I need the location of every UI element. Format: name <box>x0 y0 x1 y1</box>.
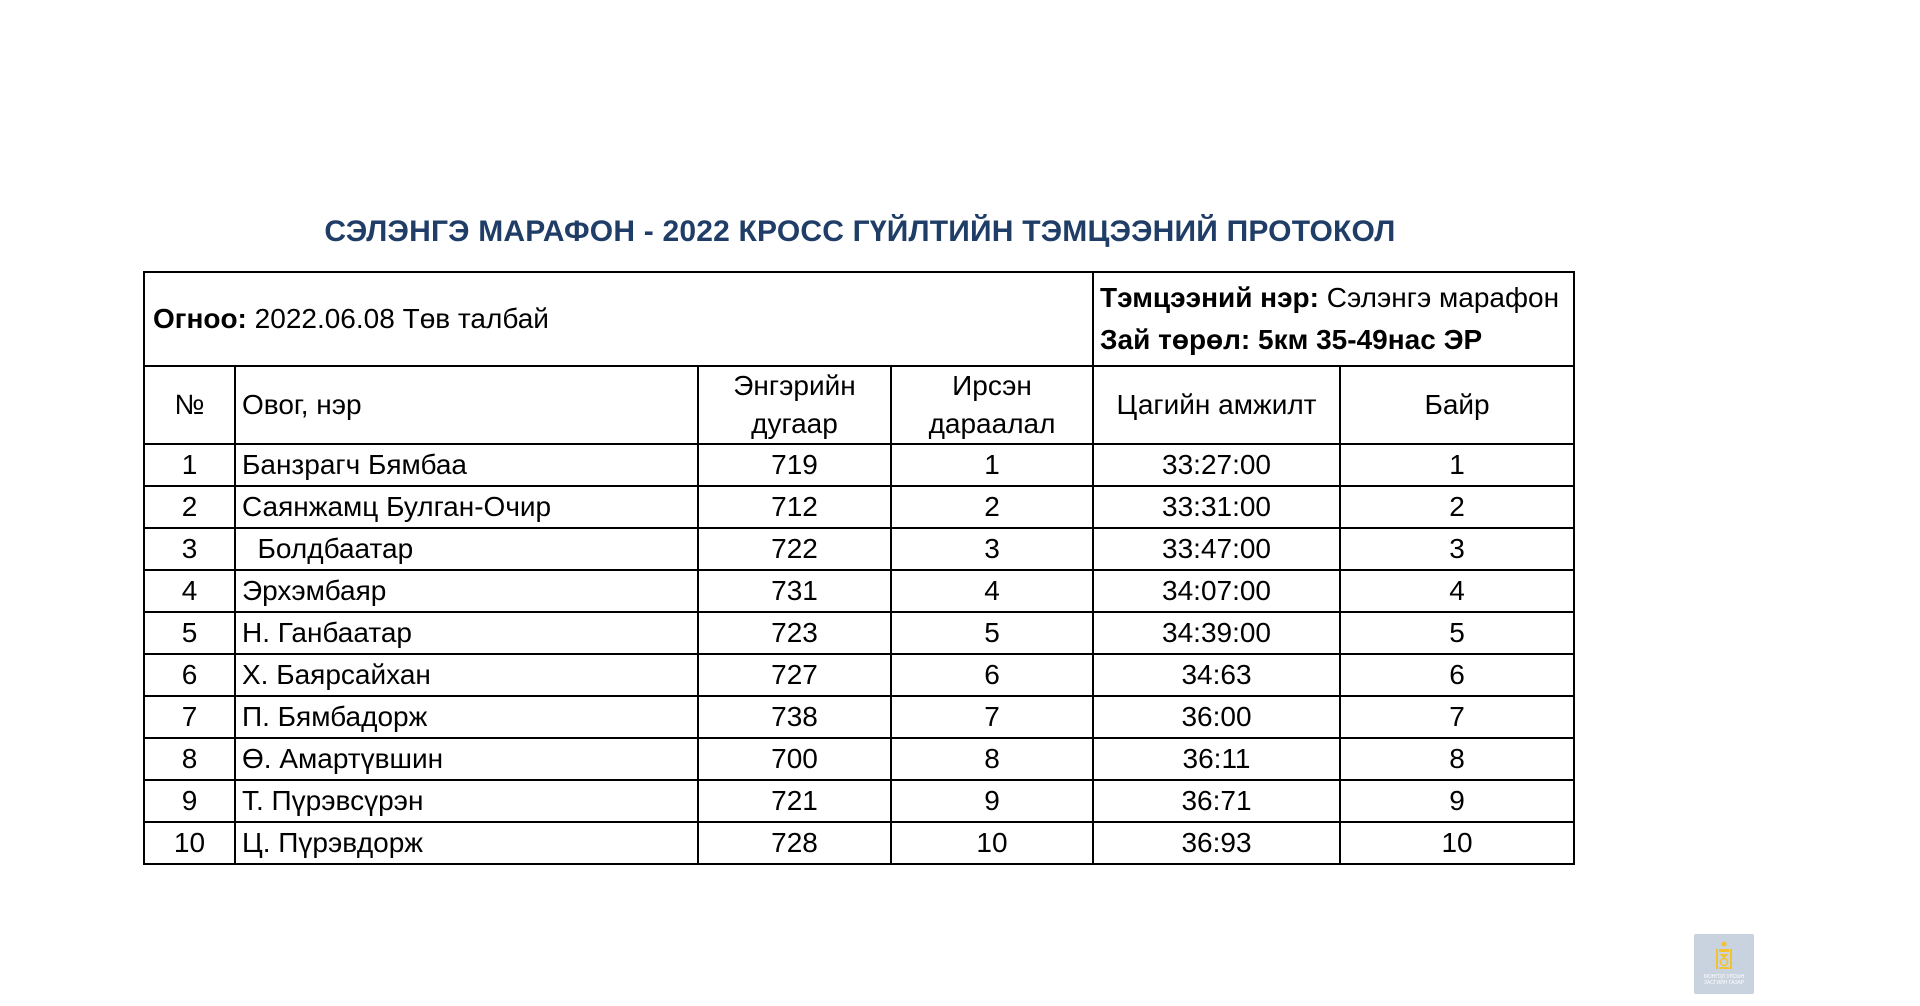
cell-num: 1 <box>144 444 235 486</box>
cell-name: Эрхэмбаяр <box>235 570 698 612</box>
cell-time: 33:27:00 <box>1093 444 1340 486</box>
cell-place: 1 <box>1340 444 1574 486</box>
government-emblem <box>1694 934 1754 994</box>
cell-order: 7 <box>891 696 1093 738</box>
table-row <box>144 444 1574 486</box>
header-time: Цагийн амжилт <box>1093 366 1340 444</box>
table-row <box>144 780 1574 822</box>
cell-time: 36:11 <box>1093 738 1340 780</box>
date-cell <box>144 272 1093 366</box>
header-bib <box>698 366 891 444</box>
cell-bib: 728 <box>698 822 891 864</box>
header-bib-line1: Энгэрийн <box>733 370 856 401</box>
cell-name: Н. Ганбаатар <box>235 612 698 654</box>
cell-bib: 723 <box>698 612 891 654</box>
cell-order: 6 <box>891 654 1093 696</box>
cell-num: 7 <box>144 696 235 738</box>
cell-bib: 738 <box>698 696 891 738</box>
date-label: Огноо: <box>153 303 247 334</box>
cell-order: 9 <box>891 780 1093 822</box>
cell-place: 6 <box>1340 654 1574 696</box>
table-row <box>144 612 1574 654</box>
cell-place: 7 <box>1340 696 1574 738</box>
table-row <box>144 822 1574 864</box>
table-row <box>144 528 1574 570</box>
cell-order: 4 <box>891 570 1093 612</box>
meta-row <box>144 272 1574 366</box>
cell-order: 5 <box>891 612 1093 654</box>
header-bib-line2: дугаар <box>751 408 838 439</box>
cell-name: Болдбаатар <box>235 528 698 570</box>
cell-bib: 719 <box>698 444 891 486</box>
document-title: СЭЛЭНГЭ МАРАФОН - 2022 КРОСС ГҮЙЛТИЙН ТЭМЦЭЭНИЙ ПРОТОКОЛ <box>324 215 1396 248</box>
header-order-line1: Ирсэн <box>952 370 1032 401</box>
cell-num: 4 <box>144 570 235 612</box>
table-row <box>144 486 1574 528</box>
cell-num: 9 <box>144 780 235 822</box>
cell-time: 33:47:00 <box>1093 528 1340 570</box>
date-value: 2022.06.08 Төв талбай <box>246 303 549 334</box>
header-name: Овог, нэр <box>235 366 698 444</box>
cell-num: 8 <box>144 738 235 780</box>
cell-num: 10 <box>144 822 235 864</box>
cell-place: 3 <box>1340 528 1574 570</box>
table-row <box>144 654 1574 696</box>
cell-name: Ц. Пүрэвдорж <box>235 822 698 864</box>
cell-name: Ө. Амартүвшин <box>235 738 698 780</box>
cell-time: 33:31:00 <box>1093 486 1340 528</box>
cell-order: 3 <box>891 528 1093 570</box>
cell-time: 36:93 <box>1093 822 1340 864</box>
cell-name: Х. Баярсайхан <box>235 654 698 696</box>
cell-place: 10 <box>1340 822 1574 864</box>
cell-time: 36:71 <box>1093 780 1340 822</box>
event-cell <box>1093 272 1574 366</box>
cell-bib: 727 <box>698 654 891 696</box>
header-place: Байр <box>1340 366 1574 444</box>
cell-time: 36:00 <box>1093 696 1340 738</box>
cell-order: 2 <box>891 486 1093 528</box>
cell-bib: 722 <box>698 528 891 570</box>
header-row <box>144 366 1574 444</box>
header-order <box>891 366 1093 444</box>
event-value: Сэлэнгэ марафон <box>1318 282 1560 313</box>
cell-num: 2 <box>144 486 235 528</box>
cell-bib: 700 <box>698 738 891 780</box>
table-row <box>144 696 1574 738</box>
table-row <box>144 570 1574 612</box>
cell-num: 3 <box>144 528 235 570</box>
table-row <box>144 738 1574 780</box>
category-line: Зай төрөл: 5км 35-49нас ЭР <box>1100 324 1483 355</box>
results-table <box>143 271 1575 865</box>
cell-name: Банзрагч Бямбаа <box>235 444 698 486</box>
cell-place: 5 <box>1340 612 1574 654</box>
header-order-line2: дараалал <box>928 408 1056 439</box>
cell-name: Т. Пүрэвсүрэн <box>235 780 698 822</box>
cell-place: 8 <box>1340 738 1574 780</box>
cell-place: 9 <box>1340 780 1574 822</box>
event-line <box>1100 277 1573 319</box>
cell-time: 34:39:00 <box>1093 612 1340 654</box>
cell-order: 8 <box>891 738 1093 780</box>
emblem-text: МОНГОЛ УЛСЫН ЗАСГИЙН ГАЗАР <box>1703 974 1745 986</box>
cell-bib: 731 <box>698 570 891 612</box>
cell-time: 34:63 <box>1093 654 1340 696</box>
cell-time: 34:07:00 <box>1093 570 1340 612</box>
cell-name: Саянжамц Булган-Очир <box>235 486 698 528</box>
cell-num: 5 <box>144 612 235 654</box>
header-num: № <box>144 366 235 444</box>
cell-num: 6 <box>144 654 235 696</box>
cell-place: 4 <box>1340 570 1574 612</box>
event-label: Тэмцээний нэр: <box>1100 282 1319 313</box>
cell-name: П. Бямбадорж <box>235 696 698 738</box>
cell-place: 2 <box>1340 486 1574 528</box>
soyombo-emblem-icon <box>1712 940 1736 972</box>
cell-bib: 712 <box>698 486 891 528</box>
cell-bib: 721 <box>698 780 891 822</box>
cell-order: 10 <box>891 822 1093 864</box>
cell-order: 1 <box>891 444 1093 486</box>
